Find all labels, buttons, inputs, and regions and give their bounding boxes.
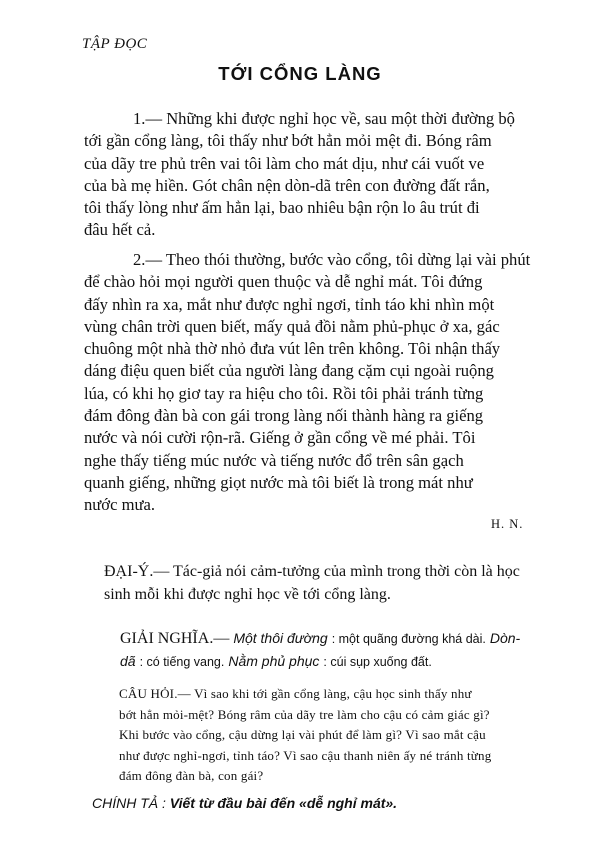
dictation-section <box>92 795 397 811</box>
vocabulary-definition: : cúi sụp xuống đất. <box>323 655 432 669</box>
paragraph-line: quanh giếng, những giọt nước mà tôi biết là trong mát như <box>84 472 473 492</box>
paragraph-line: của bà mẹ hiền. Gót chân nện dòn-dã trên con đường đất rắn, <box>84 175 490 195</box>
vocabulary-definition: : có tiếng vang. <box>139 655 225 669</box>
main-idea-line: sinh mỗi khi được nghỉ học về tới cổng làng. <box>104 586 391 603</box>
paragraph-line: nghe thấy tiếng múc nước và tiếng nước đổ trên sân gạch <box>84 450 464 470</box>
vocabulary-line <box>120 650 570 673</box>
author-signature: H. N. <box>491 517 524 531</box>
main-idea-section <box>104 560 564 606</box>
question-line: như được nghỉ-ngơi, tỉnh táo? Vì sao cậu thanh niên ấy né tránh từng <box>119 747 492 763</box>
paragraph-line: dáng điệu quen biết của người làng đang cặm cụi ngoài ruộng <box>84 361 494 381</box>
main-idea-line: ĐẠI-Ý.— Tác-giả nói cảm-tưởng của mình trong thời còn là học <box>104 563 520 580</box>
paragraph-line: của dãy tre phủ trên vai tôi làm cho mát dịu, như cái vuốt ve <box>84 153 485 173</box>
paragraph-line: 1.— Những khi được nghỉ học về, sau một thời đường bộ <box>133 109 515 128</box>
vocabulary-term: Nằm phủ phục <box>228 653 320 669</box>
paragraph-line: lúa, có khi họ giơ tay ra hiệu cho tôi. Rồi tôi phải tránh từng <box>84 383 484 403</box>
vocabulary-section <box>120 627 570 673</box>
paragraph-1 <box>84 108 557 242</box>
vocabulary-term: Một thôi đường <box>233 630 328 646</box>
paragraph-line: vùng chân trời quen biết, mấy quả đồi nằm phủ-phục ở xa, gác <box>84 316 500 336</box>
paragraph-line: nước mưa. <box>84 495 155 515</box>
paragraph-line: tôi thấy lòng như ấm hẳn lại, bao nhiêu bận rộn lo âu trút đi <box>84 198 480 218</box>
vocabulary-label: GIẢI NGHĨA.— <box>120 630 230 647</box>
question-line: bớt hẳn mỏi-mệt? Bóng râm của dãy tre làm cho cậu có cảm giác gì? <box>119 706 490 722</box>
vocabulary-definition: : một quãng đường khá dài. <box>331 632 486 646</box>
dictation-label: CHÍNH TẢ : <box>92 795 166 811</box>
questions-section <box>119 684 564 787</box>
question-line: đám đông đàn bà, con gái? <box>119 768 264 783</box>
paragraph-line: đám đông đàn bà con gái trong làng nối thành hàng ra giếng <box>84 406 484 426</box>
dictation-text: Viết từ đầu bài đến «dễ nghỉ mát». <box>169 795 398 811</box>
vocabulary-line <box>120 627 570 650</box>
paragraph-line: 2.— Theo thói thường, bước vào cổng, tôi dừng lại vài phút <box>133 250 531 269</box>
paragraph-line: đâu hết cả. <box>84 220 156 240</box>
paragraph-2 <box>84 249 557 517</box>
lesson-title: TỚI CỔNG LÀNG <box>218 63 382 84</box>
question-line: CÂU HỎI.— Vì sao khi tới gần cổng làng, cậu học sinh thấy như <box>119 686 472 701</box>
paragraph-line: để chào hỏi mọi người quen thuộc và dễ nghỉ mát. Tôi đứng <box>84 272 483 292</box>
question-line: Khi bước vào cổng, cậu dừng lại vài phút để làm gì? Vì sao mắt cậu <box>119 727 486 742</box>
vocabulary-term: Dòn- <box>489 630 521 646</box>
section-label: TẬP ĐỌC <box>82 36 148 52</box>
paragraph-line: chuông một nhà thờ nhỏ đưa vút lên trên không. Tôi nhận thấy <box>84 339 501 359</box>
vocabulary-term: dã <box>120 653 136 669</box>
paragraph-line: nước và nói cười rộn-rã. Giếng ở gần cổng về mé phải. Tôi <box>84 428 476 448</box>
paragraph-line: tới gần cổng làng, tôi thấy như bớt hẳn mỏi mệt đi. Bóng râm <box>84 131 492 151</box>
paragraph-line: đấy nhìn ra xa, mắt như được nghỉ ngơi, tỉnh táo khi nhìn một <box>84 294 495 314</box>
